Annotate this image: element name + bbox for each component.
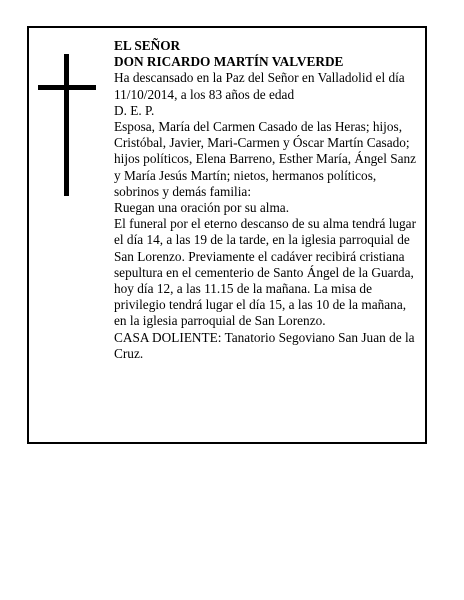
deceased-name: DON RICARDO MARTÍN VALVERDE: [114, 54, 344, 70]
funeral-details: El funeral por el eterno descanso de su alma tendrá lugar el día 14, a las 19 de la tarde, en la iglesia parroquial de San Lorenzo. Previamente el cadáver recibirá cristiana sepultura en el cementerio de Santo Ángel de la Guarda, hoy día 12, a las 11.15 de la mañana. La misa de privilegio tendrá lugar el día 15, a las 10 de la mañana, en la iglesia parroquial de San Lorenzo.: [114, 216, 417, 329]
family-list: Esposa, María del Carmen Casado de las Heras; hijos, Cristóbal, Javier, Mari-Carmen y Óscar Martín Casado; hijos políticos, Elena Barreno, Esther María, Ángel Sanz y María Jesús Martín; nietos, hermanos políticos, sobrinos y demás familia:: [114, 119, 417, 199]
rest-in-peace: D. E. P.: [114, 102, 155, 118]
funeral-home: CASA DOLIENTE: Tanatorio Segoviano San Juan de la Cruz.: [114, 329, 415, 361]
obituary-text: [114, 38, 420, 362]
prayer-request: Ruegan una oración por su alma.: [114, 200, 290, 216]
deceased-title: EL SEÑOR: [114, 38, 181, 53]
death-announcement: Ha descansado en la Paz del Señor en Valladolid el día 11/10/2014, a los 83 años de edad: [114, 70, 405, 102]
cross-horizontal-bar: [38, 85, 96, 90]
cross-vertical-bar: [64, 54, 69, 196]
